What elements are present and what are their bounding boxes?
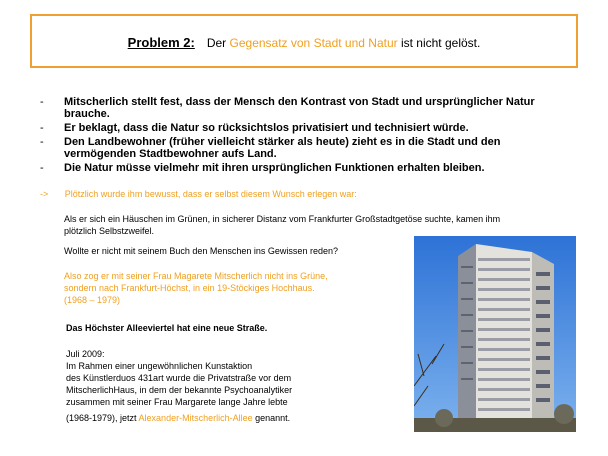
news-line: des Künstlerduos 431art wurde die Privatstraße vor dem (66, 373, 292, 383)
paragraph-line: Also zog er mit seiner Frau Magarete Mitscherlich nicht ins Grüne, (64, 271, 328, 281)
bullet-item (40, 162, 560, 174)
paragraph-house (64, 213, 564, 237)
news-last-post: genannt. (252, 413, 291, 423)
paragraph-line: Als er sich ein Häuschen im Grünen, in sicherer Distanz vom Frankfurter Großstadtgetöse suchte, kamen ihm (64, 214, 501, 224)
bullet-item (40, 122, 560, 134)
news-block (66, 348, 292, 424)
highrise-photo (414, 236, 576, 432)
bullet-dash: - (40, 122, 44, 134)
news-last-pre: (1968-1979), jetzt (66, 413, 139, 423)
news-line: MitscherlichHaus, in dem der bekannte Psychoanalytiker (66, 385, 293, 395)
bullet-dash: - (40, 96, 44, 108)
subheading: Das Höchster Alleeviertel hat eine neue Straße. (66, 323, 268, 333)
arrow-glyph: -> (40, 189, 49, 199)
bullet-text: Er beklagt, dass die Natur so rücksichtslos privatisiert und technisiert würde. (64, 122, 469, 134)
bullet-text: Mitscherlich stellt fest, dass der Mensch den Kontrast von Stadt und ursprünglicher Natur brauche. (64, 96, 535, 120)
arrow-line (40, 188, 357, 200)
news-street-name: Alexander-Mitscherlich-Allee (138, 413, 253, 423)
paragraph-move (64, 270, 328, 306)
news-date: Juli 2009: (66, 349, 105, 359)
title-line (32, 35, 576, 50)
arrow-line-text: Plötzlich wurde ihm bewusst, dass er selbst diesem Wunsch erlegen war: (64, 189, 357, 199)
bullet-dash: - (40, 162, 44, 174)
bullet-dash: - (40, 136, 44, 148)
paragraph-line: (1968 – 1979) (64, 295, 121, 305)
title-highlight: Gegensatz von Stadt und Natur (229, 36, 398, 50)
title-post: ist nicht gelöst. (397, 36, 481, 50)
paragraph-line: sondern nach Frankfurt-Höchst, in ein 19-Stöckiges Hochhaus. (64, 283, 315, 293)
news-line: Im Rahmen einer ungewöhnlichen Kunstaktion (66, 361, 253, 371)
bullet-item (40, 136, 560, 160)
bullet-list (40, 96, 560, 176)
highrise-building-image (414, 236, 576, 432)
news-last-line (66, 412, 292, 424)
title-box (30, 14, 578, 68)
title-label: Problem 2: (127, 35, 195, 50)
bullet-text: Die Natur müsse vielmehr mit ihren ursprünglichen Funktionen erhalten bleiben. (64, 162, 485, 174)
paragraph-line: plötzlich Selbstzweifel. (64, 226, 155, 236)
bullet-item (40, 96, 560, 120)
title-pre: Der (206, 36, 230, 50)
paragraph-question: Wollte er nicht mit seinem Buch den Menschen ins Gewissen reden? (64, 246, 338, 256)
bullet-text: Den Landbewohner (früher vielleicht stärker als heute) zieht es in die Stadt und den vermögenden Stadtbewohner aufs Land. (64, 136, 501, 160)
news-line: zusammen mit seiner Frau Margarete lange Jahre lebte (66, 397, 288, 407)
